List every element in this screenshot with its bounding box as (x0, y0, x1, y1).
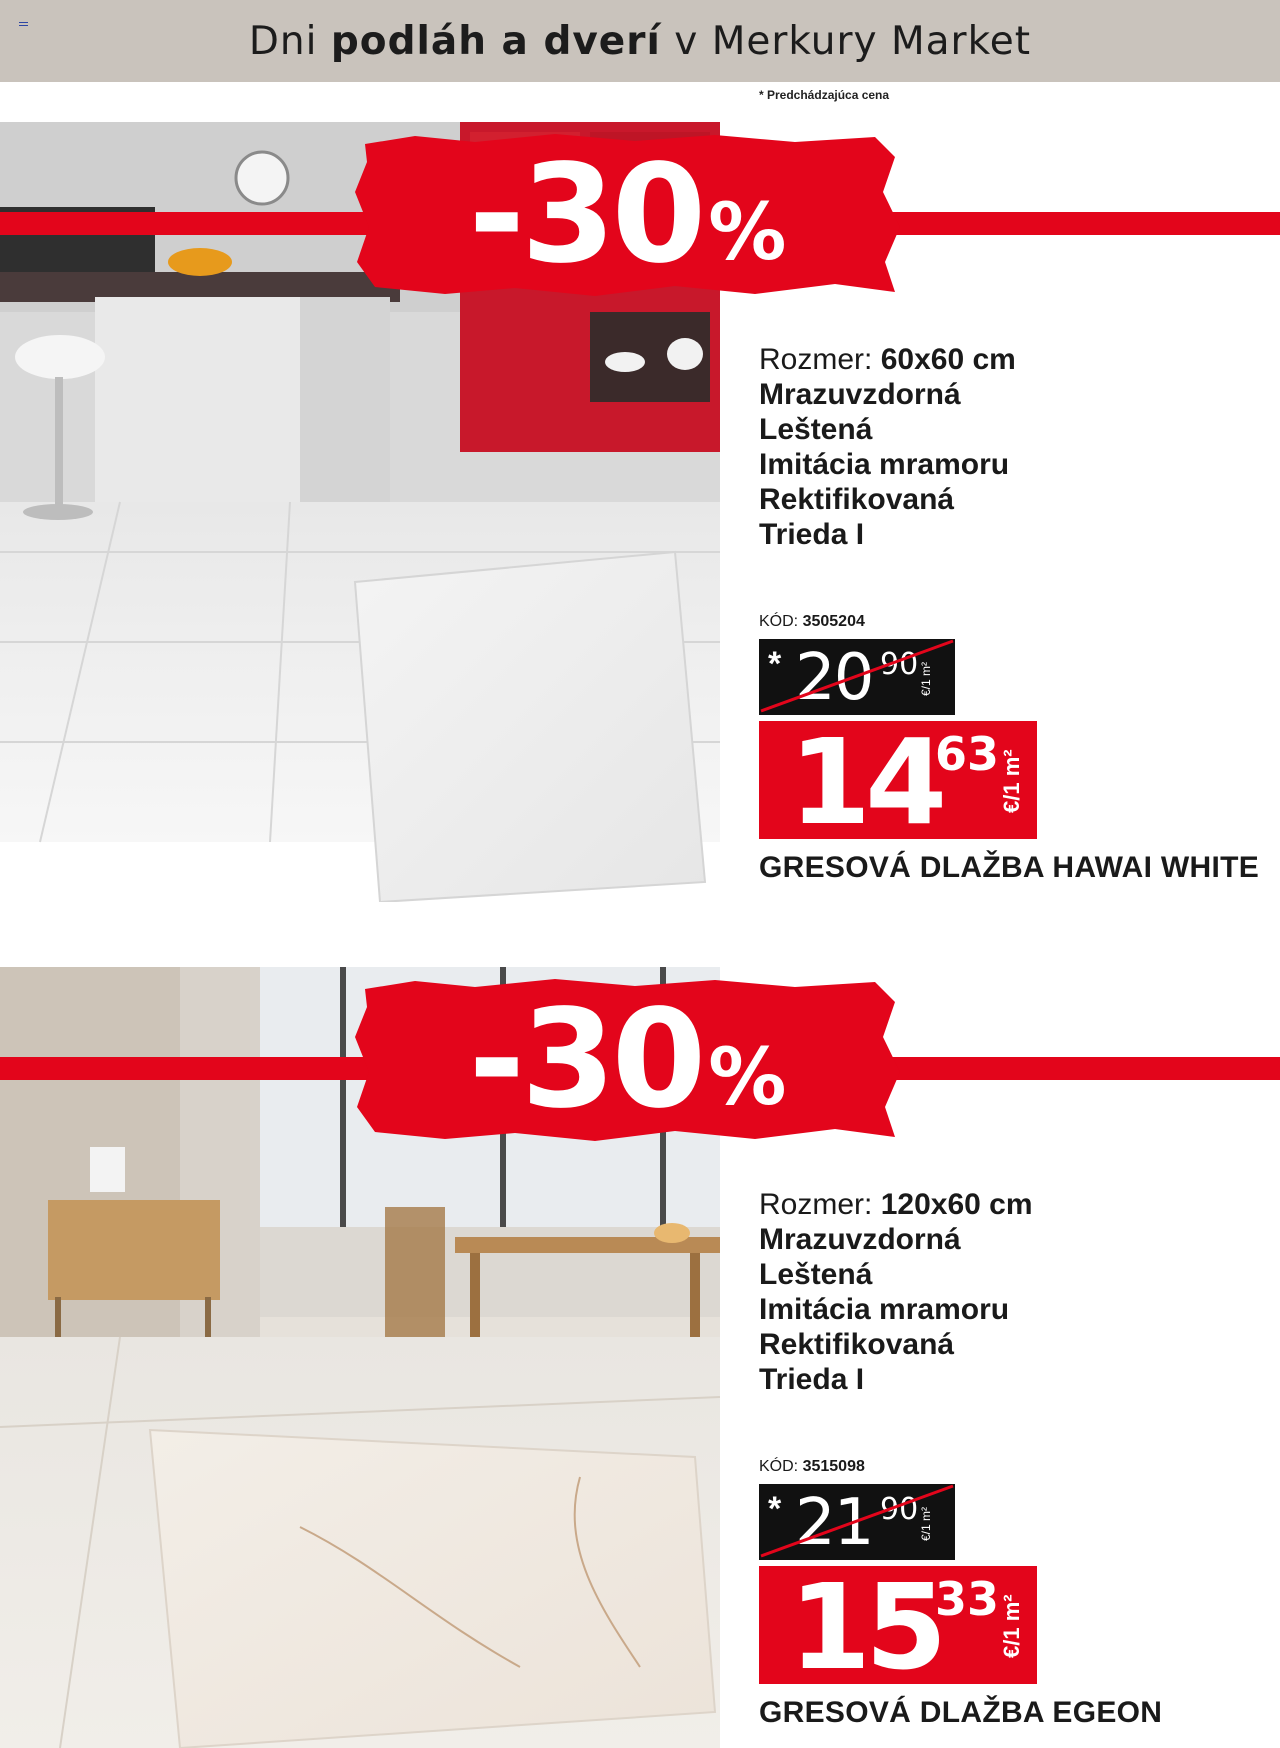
new-price-unit: €/1 m² (999, 749, 1024, 813)
product-name: GRESOVÁ DLAŽBA HAWAI WHITE (759, 851, 1260, 884)
new-price-int: 14 (789, 721, 942, 839)
old-price-int: 21 (795, 1486, 873, 1560)
feature: Leštená (759, 1258, 873, 1291)
old-price-int: 20 (795, 641, 873, 715)
old-price-dec: 90 (880, 1492, 919, 1527)
discount-percent-sign: % (708, 187, 787, 278)
page-title: Dni podláh a dverí v Merkury Market (248, 18, 1032, 64)
old-price-unit: €/1 m² (919, 662, 933, 697)
old-price-tag: * 21 90 €/1 m² (759, 1484, 955, 1560)
product-code: KÓD: 3505204 (759, 613, 865, 630)
feature: Imitácia mramoru (759, 1293, 1010, 1326)
feature: Rektifikovaná (759, 483, 955, 516)
old-price-unit: €/1 m² (919, 1507, 933, 1542)
product-code: KÓD: 3515098 (759, 1458, 865, 1475)
old-price-dec: 90 (880, 647, 919, 682)
feature: Mrazuvzdorná (759, 378, 961, 411)
feature: Leštená (759, 413, 873, 446)
new-price-int: 15 (789, 1566, 942, 1684)
new-price-tag (759, 721, 1037, 839)
previous-price-note: * Predchádzajúca cena (759, 88, 890, 102)
new-price-dec: 63 (935, 727, 1000, 781)
feature: Trieda I (759, 518, 865, 551)
new-price-tag (759, 1566, 1037, 1684)
product-specs: Rozmer: 120x60 cm Mrazuvzdorná Leštená Imitácia mramoru Rektifikovaná Trieda I (759, 1188, 1033, 1396)
old-price-tag: * 20 90 €/1 m² (759, 639, 955, 715)
size-value: 120x60 cm (880, 1188, 1033, 1221)
feature: Imitácia mramoru (759, 448, 1010, 481)
strikethrough-line (759, 639, 955, 715)
discount-badge (355, 132, 900, 297)
feature: Mrazuvzdorná (759, 1223, 961, 1256)
discount-value: -30 (468, 135, 703, 294)
discount-percent-sign: % (708, 1032, 787, 1123)
discount-badge (355, 977, 900, 1142)
new-price-dec: 33 (935, 1572, 1000, 1626)
discount-value: -30 (468, 980, 703, 1139)
feature: Rektifikovaná (759, 1328, 955, 1361)
feature: Trieda I (759, 1363, 865, 1396)
strikethrough-line (759, 1484, 955, 1560)
product-specs: Rozmer: 60x60 cm Mrazuvzdorná Leštená Imitácia mramoru Rektifikovaná Trieda I (759, 343, 1016, 551)
size-value: 60x60 cm (880, 343, 1016, 376)
product-name: GRESOVÁ DLAŽBA EGEON (759, 1696, 1163, 1729)
product-card (0, 845, 1280, 1729)
new-price-unit: €/1 m² (999, 1594, 1024, 1658)
